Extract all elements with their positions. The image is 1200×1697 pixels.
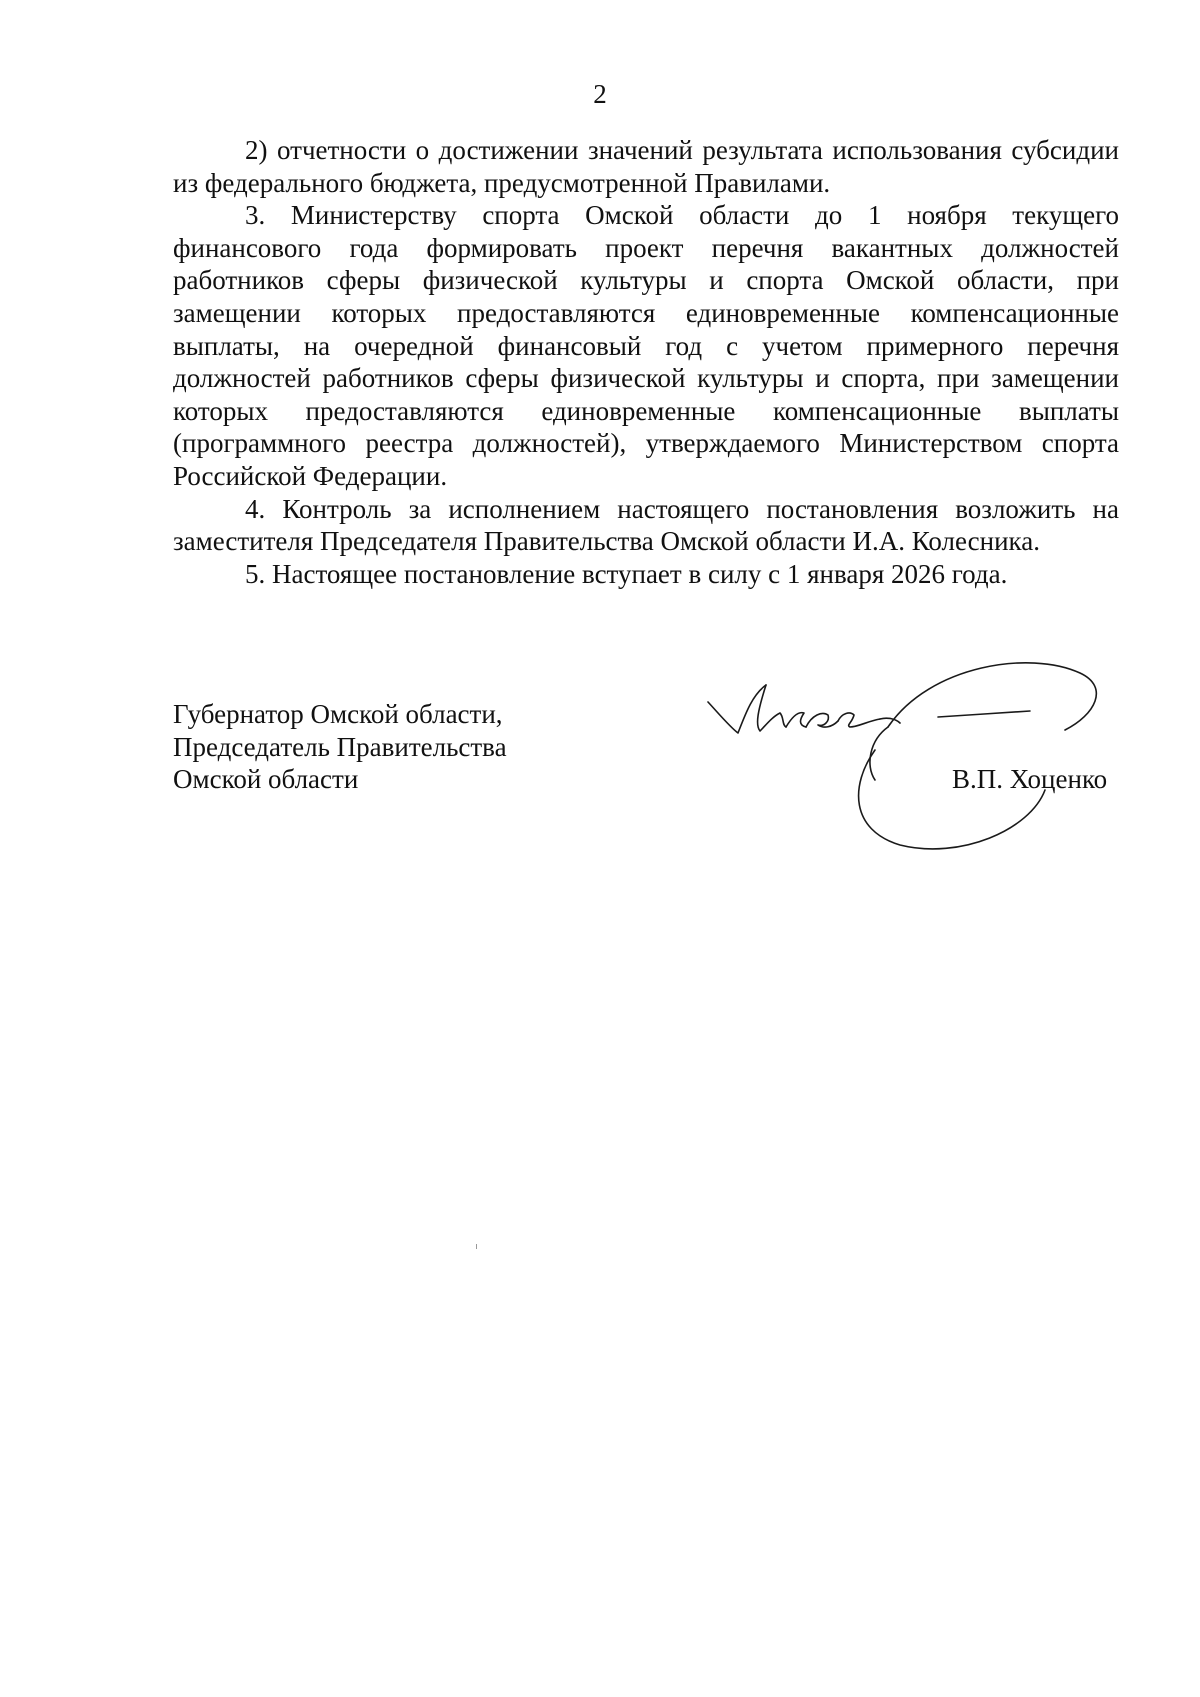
signer-name: В.П. Хоценко [952,764,1108,794]
handwritten-signature-icon [700,655,1120,855]
signatory-title-line-3: Омской области [173,764,359,795]
paragraph-item-3: 3. Министерству спорта Омской области до 1 ноября текущего финансового года формировать проект перечня вакантных должностей работников сферы физической культуры и спорта Омской области, при замещении которых предоставляются единовременные компенсационные выплаты, на очередной финансовый год с учетом примерного перечня должностей работников сферы физической культуры и спорта, при замещении которых предоставляются единовременные компенсационные выплаты (программного реестра должностей), утверждаемого Министерством спорта Российской Федерации. [173,200,1119,491]
signatory-title [173,698,507,796]
page-number: 2 [593,79,607,109]
signatory-title-line-2: Председатель Правительства [173,731,507,762]
scan-artifact [476,1244,477,1249]
paragraph-item-5: 5. Настоящее постановление вступает в силу с 1 января 2026 года. [245,558,1008,589]
signatory-title-line-1: Губернатор Омской области, [173,699,503,729]
document-body [173,134,1119,590]
paragraph-item-4: 4. Контроль за исполнением настоящего постановления возложить на заместителя Председателя Правительства Омской области И.А. Колесника. [173,493,1119,557]
paragraph-item-2: 2) отчетности о достижении значений результата использования субсидии из федерального бюджета, предусмотренной Правилами. [173,135,1119,198]
